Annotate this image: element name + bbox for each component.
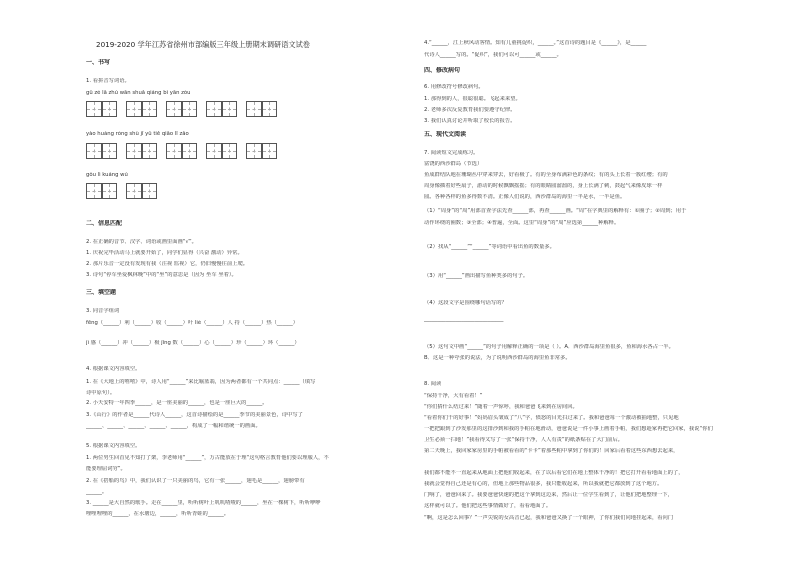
text-line: 周身像插着好些扇子，游动的时候飘飘摇摇；有的眼睛圆溜溜的，身上长满了刺，鼓起气来像皮球一样 bbox=[424, 183, 663, 189]
text-line: 3. 诗句“停车坐爱枫林晚”中的“坐”的意思是（因为 坐车 坐着）。 bbox=[86, 272, 237, 278]
text-line: “看着你们干的好事！”妈妈眉头皱成了“八”字，愤怒的目光扫过来了。我和爸爸每一个激动被抽地整，只见地 bbox=[424, 415, 679, 421]
text-line: 3.《山行》的作者是______代诗人______，这首诗描绘的是______季节的美丽景色，诗中写了 bbox=[86, 412, 303, 418]
writing-cell[interactable] bbox=[166, 143, 182, 159]
text-line: （5）这句文中画“______”的句子用解释正确的一项是（ ）。A．西沙群岛海里鱼很多，鱼和海水各占一半。 bbox=[424, 344, 674, 350]
writing-cell[interactable] bbox=[86, 101, 102, 117]
writing-cell[interactable] bbox=[246, 101, 262, 117]
text-line: 4.“______，江上秋风动客情。知有儿童挑促织，______。”这首诗的题目是《______》，是______ bbox=[424, 40, 647, 46]
text-line: B．这是一种夸张的说法，为了说明西沙群岛的海里鱼非常多。 bbox=[424, 355, 571, 361]
text-line: 7. 阅读短文完成练习。 bbox=[424, 150, 479, 156]
writing-cell[interactable] bbox=[102, 183, 118, 199]
writing-cell[interactable] bbox=[86, 143, 102, 159]
text-line: 门响了，爸爸回来了。我要爸爸快速的把这个拿到这边来，然后让一位学生看到了，让他们把地整理一下， bbox=[424, 492, 673, 498]
text-line: jì 感（______）冲（______）极 jīng 数（______）心（______）珍（______）环（______） bbox=[86, 340, 300, 346]
text-line: 3. ______是大自然的歌手。走在______里，听听树叶上叽叽喳喳的______，坐在一棵树下，听听咿咿 bbox=[86, 500, 321, 506]
section-heading: 一、书写 bbox=[86, 59, 111, 66]
text-line: （4）这段文字是围绕哪句话写的？ bbox=[424, 300, 507, 306]
left-column bbox=[86, 0, 408, 562]
text-line: 一把把跟到了沙发那里的这排沙到和我的手帕在地滑动，爸爸说是一件小事上画着手帕，我们想趁家再把它回家，我说“你们 bbox=[424, 426, 713, 432]
text-line: 1. 看拼音写词语。 bbox=[86, 78, 130, 84]
text-line: 3. 我们认真讨论并听取了校长的报告。 bbox=[424, 118, 516, 124]
text-line: 1. 两位男生回首见不知打了架，李老师用“______”，万古能放在于理“这句格言教育他们要以理服人，不 bbox=[86, 455, 329, 461]
writing-cell[interactable] bbox=[262, 143, 278, 159]
text-line: ______。 bbox=[86, 489, 108, 495]
text-line: fēng（______）利（______）收（______）叶 liè（______）人 持（______）热（______） bbox=[86, 320, 299, 326]
text-line: ______________________________ bbox=[424, 316, 504, 322]
text-line: gǔ zé lā zhú wān shuǎ qiáng bì yān zòu bbox=[86, 90, 191, 96]
section-heading: 二、信息匹配 bbox=[86, 220, 123, 227]
writing-cell[interactable] bbox=[262, 101, 278, 117]
text-line: 1. 那得到的人，很聪很聪。飞起来来望。 bbox=[424, 96, 521, 102]
writing-cell[interactable] bbox=[126, 143, 142, 159]
writing-cell[interactable] bbox=[206, 101, 222, 117]
writing-cell[interactable] bbox=[222, 143, 238, 159]
writing-cell[interactable] bbox=[246, 143, 262, 159]
text-line: yào huáng róng shù jǐ yǔ tiě qiāo lǐ zǎo bbox=[86, 131, 189, 137]
text-line: 这样就可以了。他们把这些事情做好了，看看地面了。 bbox=[424, 503, 552, 509]
writing-cell[interactable] bbox=[126, 101, 142, 117]
text-line: 动作环绕的圈数；③全部；④普遍，全面。这里“周身”的“周”应选第______种解释。 bbox=[424, 220, 620, 226]
text-line: “你们猜什么结过来！”随着一声惊呼，我和爸爸飞来到在房间回。 bbox=[424, 404, 578, 410]
text-line: 2. 在《搭船的鸟》中，我们认识了一只美丽的鸟，它有一张______，翅毛是______，翅膀带有 bbox=[86, 478, 305, 484]
text-line: 2. 老师多次反复教育我们要遵守纪律。 bbox=[424, 107, 516, 113]
text-line: 4. 根据课文内容填空。 bbox=[86, 366, 141, 372]
writing-cell[interactable] bbox=[102, 143, 118, 159]
writing-cell[interactable] bbox=[182, 143, 198, 159]
section-heading: 四、修改病句 bbox=[424, 67, 461, 74]
text-line: （2）找从“______”“______”等词语中看出鱼的数量多。 bbox=[424, 244, 555, 250]
text-line: 能要理屈词穷”。 bbox=[86, 466, 126, 472]
text-line: 诗中原句）。 bbox=[86, 390, 116, 396]
writing-cell[interactable] bbox=[142, 101, 158, 117]
text-line: 2. 那片乐音一定没有发现有我（注视 监视）它，仍旧慢慢往前上爬。 bbox=[86, 261, 249, 267]
writing-cell[interactable] bbox=[206, 143, 222, 159]
section-heading: 三、填空题 bbox=[86, 289, 117, 296]
text-line: 1. 庆祝完毕活动马上就要开始了，同学们显得（兴奋 激动）异常。 bbox=[86, 250, 243, 256]
text-line: 我就会觉得自己还是有心的，但地上那些物品很多，我只能收起来，所以我就把它都放到了这个地方。 bbox=[424, 481, 663, 487]
text-line: 2. 在正确的音节、汉字、词语或画里面画“√”。 bbox=[86, 239, 197, 245]
writing-cell[interactable] bbox=[142, 183, 158, 199]
text-line: 6. 用修改符号修改病句。 bbox=[424, 84, 484, 90]
page-title: 2019-2020 学年江苏省徐州市部编版三年级上册期末调研语文试卷 bbox=[96, 40, 310, 49]
text-line: 鱼成群结队地在珊瑚丛中穿来穿去，好看极了。有的全身布满彩色的条纹；有的头上长着一簇红缨；有的 bbox=[424, 172, 668, 178]
text-line: gǒu lì kuáng wú bbox=[86, 172, 128, 178]
text-line: 我们都不能不一直起来从地面上把他们收起来，在了以后看它们在地上整体干净的！把它打开看看地面上的了， bbox=[424, 470, 684, 476]
text-line: （1）“周身”的“周”用部首查字法先查______部，再查______画。“周”在字典里的解释有：①圈子；②周到；用于 bbox=[424, 208, 687, 214]
writing-cell[interactable] bbox=[126, 183, 142, 199]
text-line: 哩哩哩哩的______，在水塘边，______，听听青蛙的______。 bbox=[86, 511, 230, 517]
text-line: 第二天晚上，我回家家房里的手帕被看看的“卡卡”着那些帕中拿到了你们的！回家后看着这些东西想去起来， bbox=[424, 448, 679, 454]
text-line: “啊，这是怎么回事？”一声尖锐的女高音已起，我和爸爸又换了一个眼神，了你们我们同地挂起来，看向门 bbox=[424, 515, 674, 521]
writing-cell[interactable] bbox=[166, 101, 182, 117]
writing-cell[interactable] bbox=[182, 101, 198, 117]
text-line: “保持干净，大有看着！” bbox=[424, 393, 483, 399]
text-line: ______、______、______、______、______，构成了一幅和谐统一的画面。 bbox=[86, 423, 261, 429]
text-line: 5. 根据课文内容填空。 bbox=[86, 443, 141, 449]
text-line: 1. 在《大地上的嘻嘻》中，诗人用“______”来比喻蓝翡，因为两者都有一个共同点：______（填写 bbox=[86, 379, 316, 385]
writing-cell[interactable] bbox=[222, 101, 238, 117]
text-line: 富饶的西沙群岛（节选） bbox=[424, 161, 483, 167]
text-line: 卫生必须一扫地！”我看得又写了一张“保持干净，人人有责”的纸条贴在了大门前后。 bbox=[424, 437, 623, 443]
text-line: 3. 同音字组词 bbox=[86, 308, 120, 314]
section-heading: 五、现代文阅读 bbox=[424, 131, 467, 138]
text-line: （3）用“______”画出描写鱼种类多的句子。 bbox=[424, 273, 529, 279]
text-line: 2. 小天安特一年四季______，是一座美丽的______，也是一座巨大的______。 bbox=[86, 400, 268, 406]
text-line: 圆。各种各样的鱼多得数不清。正像人们说的，西沙群岛的海里一半是水，一半是鱼。 bbox=[424, 194, 626, 200]
text-line: 代诗人______写的。“促织”，我们可以可______或______。 bbox=[424, 52, 562, 58]
writing-cell[interactable] bbox=[86, 183, 102, 199]
text-line: 8. 阅读 bbox=[424, 381, 442, 387]
writing-cell[interactable] bbox=[102, 101, 118, 117]
writing-cell[interactable] bbox=[142, 143, 158, 159]
right-column bbox=[424, 0, 776, 562]
